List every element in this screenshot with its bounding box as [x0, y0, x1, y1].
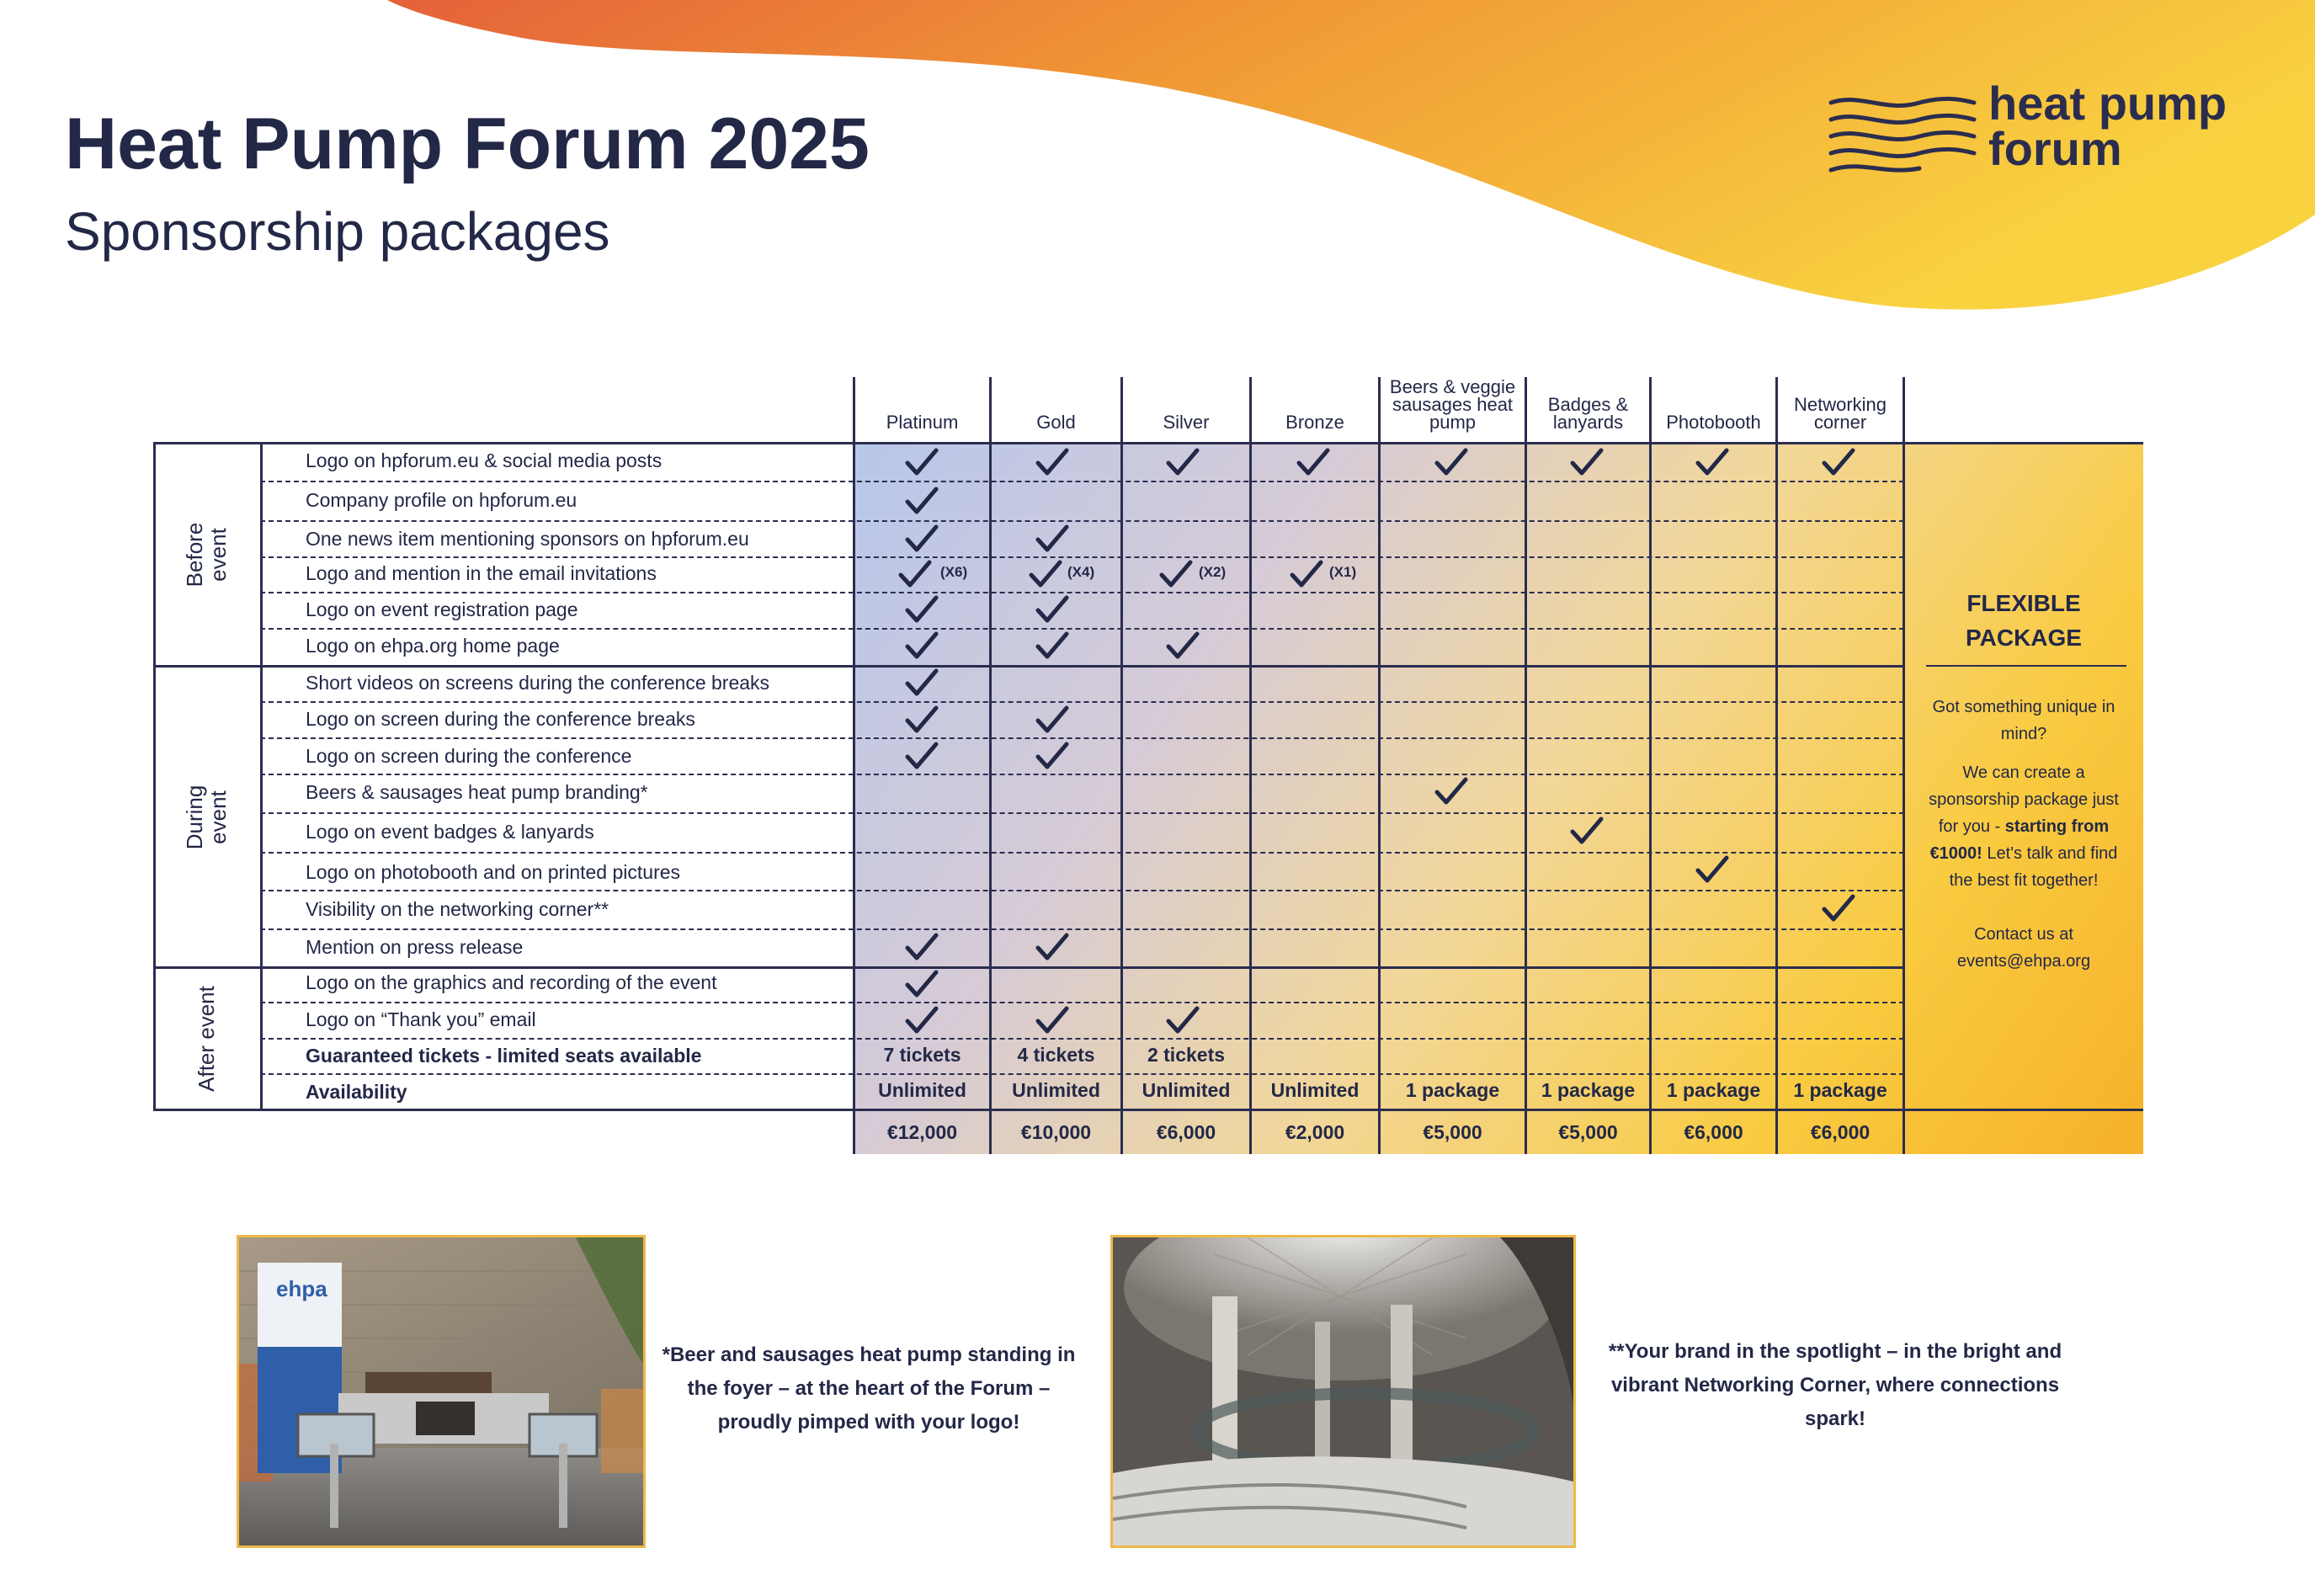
checkmark-icon — [1035, 524, 1069, 553]
column-header-networking-corner: Networking corner — [1793, 394, 1887, 433]
checkmark-icon — [1434, 448, 1468, 476]
checkmark-icon — [1035, 705, 1069, 734]
price-silver: €6,000 — [1156, 1121, 1216, 1143]
flexible-package-text-2: We can create a sponsorship package just for you - starting from €1000! Let's talk and find the best fit together! — [1929, 763, 2119, 890]
availability-silver: Unlimited — [1142, 1079, 1231, 1101]
checkmark-icon — [1570, 817, 1604, 845]
checkmark-icon — [905, 595, 939, 624]
multiplier-platinum: (X6) — [940, 564, 968, 580]
checkmark-icon — [1166, 631, 1200, 660]
tickets-silver: 2 tickets — [1147, 1044, 1226, 1066]
row-label: Logo on event registration page — [306, 598, 578, 620]
networking-corner-caption: **Your brand in the spotlight – in the bright and vibrant Networking Corner, where connections spark! — [1608, 1340, 2062, 1430]
flexible-package-divider — [1926, 665, 2126, 667]
row-label: Logo on “Thank you” email — [306, 1008, 536, 1030]
row-label: Logo on screen during the conference — [306, 745, 632, 767]
row-label: Logo on event badges & lanyards — [306, 821, 594, 843]
price-gold: €10,000 — [1020, 1121, 1092, 1143]
checkmark-icon — [898, 560, 932, 588]
row-label: One news item mentioning sponsors on hpforum.eu — [306, 528, 749, 550]
availability-gold: Unlimited — [1012, 1079, 1100, 1101]
flexible-package-contact: Contact us at events@ehpa.org — [1956, 925, 2091, 971]
checkmark-icon — [905, 487, 939, 515]
multiplier-bronze: (X1) — [1329, 564, 1357, 580]
logo-text-line2: forum — [1988, 122, 2122, 175]
column-header-beers-sausages: Beers & veggie sausages heat pump — [1389, 376, 1516, 433]
multiplier-silver: (X2) — [1199, 564, 1227, 580]
row-label: Company profile on hpforum.eu — [306, 489, 577, 511]
tickets-gold: 4 tickets — [1017, 1044, 1095, 1066]
checkmark-icon — [905, 631, 939, 660]
checkmark-icon — [1822, 448, 1855, 476]
checkmark-icon — [905, 933, 939, 961]
flexible-package-text-1: Got something unique in mind? — [1932, 698, 2115, 743]
checkmark-icon — [1035, 933, 1069, 961]
section-before-event: Before event — [182, 522, 231, 588]
logo-text-line1: heat pump — [1988, 77, 2227, 130]
checkmark-icon — [1159, 560, 1193, 588]
flexible-package-title: FLEXIBLE PACKAGE — [1966, 590, 2082, 651]
price-badges-lanyards: €5,000 — [1558, 1121, 1618, 1143]
column-header-platinum: Platinum — [886, 412, 959, 433]
wave-lines-icon — [1827, 91, 1978, 175]
price-networking-corner: €6,000 — [1810, 1121, 1871, 1143]
row-label: Logo on photobooth and on printed pictures — [306, 861, 681, 883]
checkmark-icon — [1166, 1006, 1200, 1035]
row-label: Logo and mention in the email invitations — [306, 562, 657, 584]
checkmark-icon — [1029, 560, 1062, 588]
row-label: Logo on ehpa.org home page — [306, 635, 560, 657]
checkmark-icon — [905, 970, 939, 998]
column-header-silver: Silver — [1163, 412, 1210, 433]
checkmark-icon — [905, 668, 939, 697]
beer-stand-photo — [237, 1235, 646, 1548]
row-label: Logo on screen during the conference breaks — [306, 708, 695, 730]
column-header-photobooth: Photobooth — [1666, 412, 1761, 433]
checkmark-icon — [905, 742, 939, 770]
networking-corner-photo — [1110, 1235, 1576, 1548]
price-beers-sausages: €5,000 — [1423, 1121, 1482, 1143]
row-label: Visibility on the networking corner** — [306, 898, 609, 920]
column-header-badges-lanyards: Badges & lanyards — [1547, 394, 1629, 433]
price-platinum: €12,000 — [886, 1121, 958, 1143]
row-label: Mention on press release — [306, 936, 524, 958]
tickets-platinum: 7 tickets — [883, 1044, 961, 1066]
row-label: Short videos on screens during the conference breaks — [306, 672, 770, 694]
availability-badges-lanyards: 1 package — [1541, 1079, 1636, 1101]
checkmark-icon — [1035, 448, 1069, 476]
row-label: Beers & sausages heat pump branding* — [306, 781, 648, 803]
heat-pump-forum-logo — [1827, 77, 2248, 190]
checkmark-icon — [905, 448, 939, 476]
page-title: Heat Pump Forum 2025 — [65, 104, 870, 184]
checkmark-icon — [1035, 595, 1069, 624]
checkmark-icon — [1570, 448, 1604, 476]
checkmark-icon — [1290, 560, 1323, 588]
beer-stand-caption: *Beer and sausages heat pump standing in the foyer – at the heart of the Forum – proudly pimped with your logo! — [662, 1343, 1076, 1434]
price-bronze: €2,000 — [1285, 1121, 1345, 1143]
multiplier-gold: (X4) — [1067, 564, 1095, 580]
checkmark-icon — [1166, 448, 1200, 476]
ehpa-banner-text: ehpa — [276, 1276, 327, 1301]
availability-photobooth: 1 package — [1666, 1079, 1761, 1101]
price-photobooth: €6,000 — [1684, 1121, 1743, 1143]
checkmark-icon — [1035, 742, 1069, 770]
checkmark-icon — [905, 524, 939, 553]
checkmark-icon — [1434, 777, 1468, 806]
row-label-availability: Availability — [306, 1081, 407, 1103]
availability-beers-sausages: 1 package — [1405, 1079, 1500, 1101]
row-label: Logo on hpforum.eu & social media posts — [306, 450, 663, 471]
checkmark-icon — [905, 705, 939, 734]
row-label: Logo on the graphics and recording of the event — [306, 971, 717, 993]
checkmark-icon — [1296, 448, 1330, 476]
checkmark-icon — [905, 1006, 939, 1035]
checkmark-icon — [1035, 1006, 1069, 1035]
availability-bronze: Unlimited — [1270, 1079, 1360, 1101]
column-header-gold: Gold — [1036, 412, 1076, 433]
availability-networking-corner: 1 package — [1793, 1079, 1887, 1101]
page-subtitle: Sponsorship packages — [65, 201, 610, 262]
section-during-event: During event — [182, 785, 231, 849]
column-header-bronze: Bronze — [1285, 412, 1344, 433]
availability-platinum: Unlimited — [878, 1079, 966, 1101]
row-label-tickets: Guaranteed tickets - limited seats available — [306, 1045, 702, 1067]
checkmark-icon — [1695, 855, 1729, 884]
section-after-event: After event — [194, 986, 219, 1092]
checkmark-icon — [1035, 631, 1069, 660]
checkmark-icon — [1695, 448, 1729, 476]
checkmark-icon — [1822, 894, 1855, 923]
